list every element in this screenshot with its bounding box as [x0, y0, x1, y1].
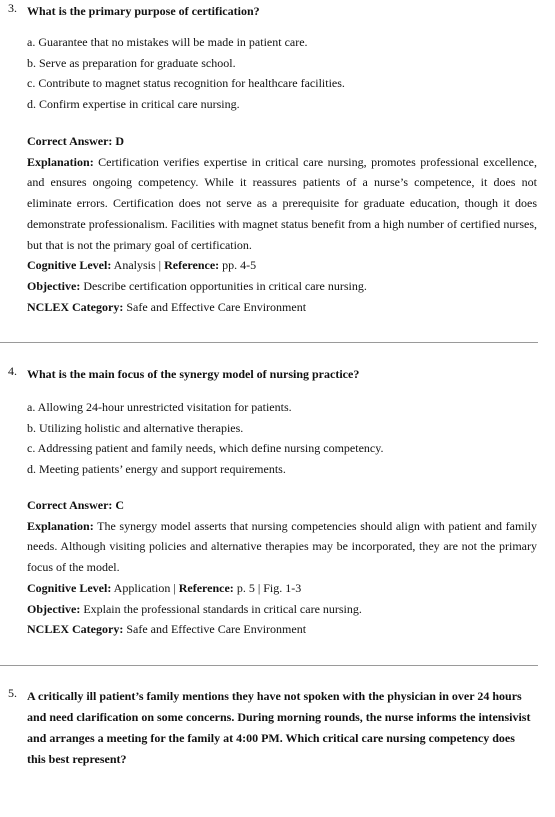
cognitive-value: Analysis: [113, 258, 156, 273]
section-divider: [0, 342, 538, 343]
question-text: What is the primary purpose of certification?: [27, 4, 260, 18]
reference-value: pp. 4-5: [222, 258, 257, 273]
explanation-text: The synergy model asserts that nursing competencies should align with patient and family needs. Although visiting policies and alternative therapies may be incorporated, they are not the primary focus of the model.: [27, 518, 537, 575]
cognitive-label: Cognitive Level:: [27, 258, 112, 273]
section-divider: [0, 665, 538, 666]
explanation: [27, 516, 537, 578]
option-b: b. Utilizing holistic and alternative therapies.: [27, 420, 244, 435]
option-a: a. Allowing 24-hour unrestricted visitation for patients.: [27, 400, 292, 414]
options-list: [27, 397, 383, 480]
question-number: 3.: [8, 1, 17, 15]
objective: [27, 599, 537, 620]
reference-value: p. 5 | Fig. 1-3: [236, 580, 302, 595]
objective-value: Explain the professional standards in critical care nursing.: [83, 601, 362, 616]
nclex-value: Safe and Effective Care Environment: [126, 299, 307, 314]
answer-block: [27, 495, 537, 640]
options-list: [27, 32, 345, 115]
objective-label: Objective:: [27, 601, 81, 616]
cognitive-reference: Cognitive Level: Analysis | Reference: pp. 4-5: [27, 258, 257, 273]
option-c: c. Contribute to magnet status recognition for healthcare facilities.: [27, 76, 345, 91]
question-text: What is the main focus of the synergy model of nursing practice?: [27, 367, 360, 381]
explanation-label: Explanation:: [27, 154, 94, 169]
cognitive-value: Application: [113, 580, 171, 595]
objective-label: Objective:: [27, 278, 81, 293]
option-d: d. Confirm expertise in critical care nursing.: [27, 97, 240, 112]
question-3: [0, 0, 540, 330]
option-c: c. Addressing patient and family needs, which define nursing competency.: [27, 441, 384, 456]
objective: [27, 276, 537, 297]
question-5: [0, 686, 540, 786]
correct-answer: Correct Answer: C: [27, 498, 125, 512]
explanation: [27, 152, 537, 256]
explanation-text: Certification verifies expertise in critical care nursing, promotes professional excellence, and ensures ongoing competency. While it reassures patients of a nurse’s competence, it does not eliminate errors. Certification does not serve as a prerequisite for graduate education, though it does demonstrate professionalism. Facilities with magnet status benefit from a high number of certified nurses, but that is not the primary goal of certification.: [27, 154, 537, 252]
reference-label: Reference:: [178, 580, 234, 595]
option-d: d. Meeting patients’ energy and support requirements.: [27, 462, 286, 477]
nclex-category: [27, 297, 537, 318]
question-4: [0, 364, 540, 654]
question-text: A critically ill patient’s family mentions they have not spoken with the physician in over 24 hours and need clarification on some concerns. During morning rounds, the nurse informs the intensivist and arranges a meeting for the family at 4:00 PM. Which critical care nursing competency does this best represent?: [27, 689, 531, 766]
nclex-value: Safe and Effective Care Environment: [126, 622, 307, 637]
nclex-label: NCLEX Category:: [27, 299, 124, 314]
option-a: a. Guarantee that no mistakes will be made in patient care.: [27, 35, 308, 49]
nclex-label: NCLEX Category:: [27, 622, 124, 637]
question-number: 4.: [8, 364, 17, 378]
explanation-label: Explanation:: [27, 518, 94, 533]
objective-value: Describe certification opportunities in critical care nursing.: [83, 278, 367, 293]
reference-label: Reference:: [164, 258, 220, 273]
option-b: b. Serve as preparation for graduate school.: [27, 55, 236, 70]
answer-block: [27, 131, 537, 317]
question-number: 5.: [8, 686, 17, 700]
cognitive-label: Cognitive Level:: [27, 580, 112, 595]
correct-answer: Correct Answer: D: [27, 134, 125, 148]
cognitive-reference: Cognitive Level: Application | Reference: p. 5 | Fig. 1-3: [27, 580, 302, 595]
nclex-category: [27, 619, 537, 640]
